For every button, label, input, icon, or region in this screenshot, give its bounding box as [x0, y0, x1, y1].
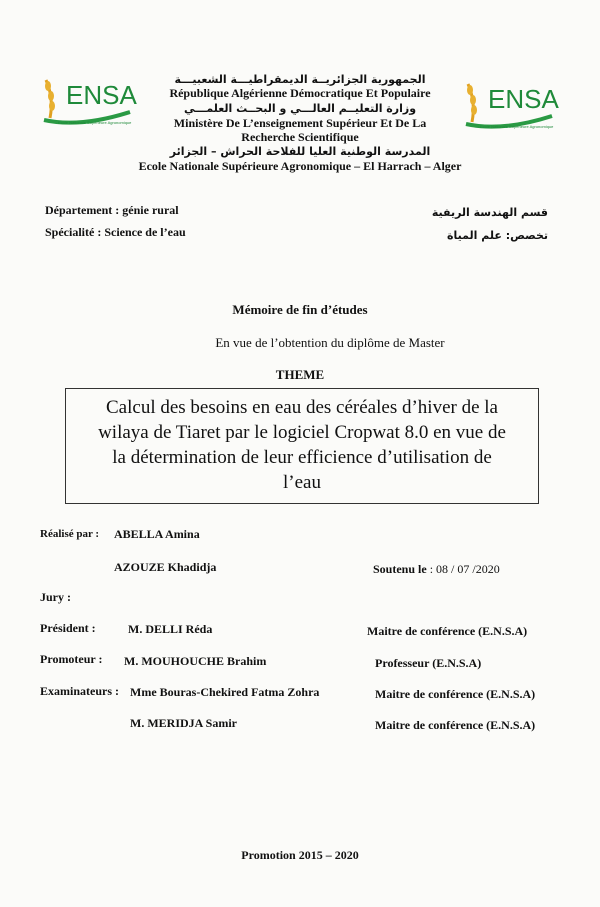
memoire-title: Mémoire de fin d’études	[232, 302, 368, 317]
author-2: AZOUZE Khadidja	[114, 560, 217, 574]
jury-title: Maitre de conférence (E.N.S.A)	[367, 624, 528, 638]
header-fr-ministry: Ministère De L’enseignement Supérieur Et De La	[173, 116, 427, 130]
jury-label: Jury :	[40, 590, 71, 604]
header-fr-school: Ecole Nationale Supérieure Agronomique – El Harrach – Alger	[138, 159, 462, 173]
theme-label: THEME	[275, 367, 325, 382]
header-ar-school: المدرسة الوطنية العليا للفلاحة الحراش – الجزائر	[169, 145, 431, 158]
theme-line: l’eau	[283, 472, 321, 493]
theme-box	[65, 388, 539, 504]
department-fr: Département : génie rural	[45, 203, 179, 217]
header-fr-republic: République Algérienne Démocratique Et Populaire	[169, 86, 431, 100]
logo-text: ENSA	[66, 80, 137, 110]
defense-label: Soutenu le	[373, 562, 427, 576]
jury-role: Président :	[40, 621, 96, 635]
jury-title: Maitre de conférence (E.N.S.A)	[375, 687, 536, 701]
specialty-fr: Spécialité : Science de l’eau	[45, 225, 186, 239]
jury-name: M. MERIDJA Samir	[130, 716, 237, 730]
author-1: ABELLA Amina	[114, 527, 200, 541]
defense-date	[373, 562, 500, 577]
promotion: Promotion 2015 – 2020	[241, 848, 359, 862]
header-ar-republic: الجمهورية الجزائريــة الديمقراطيـــة الشعبيـــة	[174, 73, 426, 86]
theme-line: wilaya de Tiaret par le logiciel Cropwat 8.0 en vue de	[98, 422, 506, 443]
jury-name: M. MOUHOUCHE Brahim	[124, 654, 267, 668]
jury-title: Professeur (E.N.S.A)	[375, 656, 482, 670]
jury-name: M. DELLI Réda	[128, 622, 213, 636]
theme-line: la détermination de leur efficience d’utilisation de	[112, 447, 492, 468]
specialty-ar: تخصص: علم المياة	[447, 229, 548, 242]
logo-subtitle: Ecole Nationale Supérieure Agronomique	[480, 124, 554, 129]
jury-name: Mme Bouras-Chekired Fatma Zohra	[130, 685, 320, 699]
jury-title: Maitre de conférence (E.N.S.A)	[375, 718, 536, 732]
logo-subtitle: Ecole Nationale Supérieure Agronomique	[58, 120, 132, 125]
memoire-subtitle: En vue de l’obtention du diplôme de Master	[215, 335, 445, 350]
logo-text: ENSA	[488, 84, 559, 114]
jury-role: Examinateurs :	[40, 684, 119, 698]
department-ar: قسم الهندسة الريفية	[431, 206, 548, 219]
header-fr-ministry-2: Recherche Scientifique	[241, 130, 359, 144]
defense-date-value: : 08 / 07 /2020	[426, 562, 500, 576]
header-ar-ministry: وزارة التعليــم العالـــي و البحــث العلمـــي	[183, 102, 417, 115]
theme-line: Calcul des besoins en eau des céréales d’hiver de la	[106, 397, 498, 418]
jury-role: Promoteur :	[40, 652, 103, 666]
realise-par-label: Réalisé par :	[40, 528, 100, 540]
